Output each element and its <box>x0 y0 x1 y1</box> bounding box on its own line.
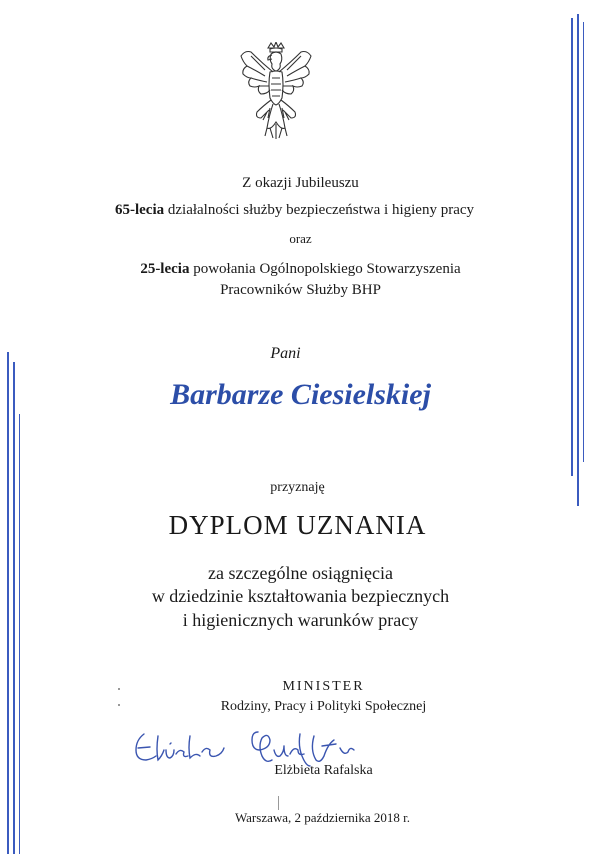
anniversary-25-line <box>0 261 601 278</box>
anniversary-65-rest: działalności służby bezpieczeństwa i higieny pracy <box>164 202 475 218</box>
award-title: DYPLOM UZNANIA <box>168 510 427 540</box>
eagle-emblem-icon <box>237 42 315 142</box>
right-border-line-2 <box>577 14 579 506</box>
anniversary-25-rest: powołania Ogólnopolskiego Stowarzyszenia <box>189 261 461 277</box>
scan-speck <box>118 688 120 690</box>
place-and-date: Warszawa, 2 października 2018 r. <box>234 810 411 825</box>
award-description-line-1: za szczególne osiągnięcia <box>208 563 393 583</box>
award-description-line-2: w dziedzinie kształtowania bezpiecznych <box>151 586 450 606</box>
anniversary-65-bold: 65-lecia <box>114 202 165 218</box>
anniversary-25-bold: 25-lecia <box>140 261 190 277</box>
left-border-line-2 <box>13 362 15 854</box>
issuer-name: Elżbieta Rafalska <box>274 763 373 778</box>
association-line: Pracowników Służby BHP <box>220 282 381 298</box>
scan-speck <box>278 796 279 810</box>
award-verb: przyznaję <box>270 480 325 495</box>
anniversary-65-line <box>0 202 595 219</box>
issuer-ministry: Rodziny, Pracy i Polityki Społecznej <box>220 699 427 714</box>
salutation: Pani <box>270 345 301 362</box>
scan-speck <box>118 704 120 706</box>
award-description-line-3: i higienicznych warunków pracy <box>182 610 419 630</box>
conjunction-line: oraz <box>289 231 312 246</box>
recipient-name: Barbarze Ciesielskiej <box>170 378 431 411</box>
occasion-line: Z okazji Jubileuszu <box>242 175 359 191</box>
issuer-title: MINISTER <box>282 679 365 694</box>
